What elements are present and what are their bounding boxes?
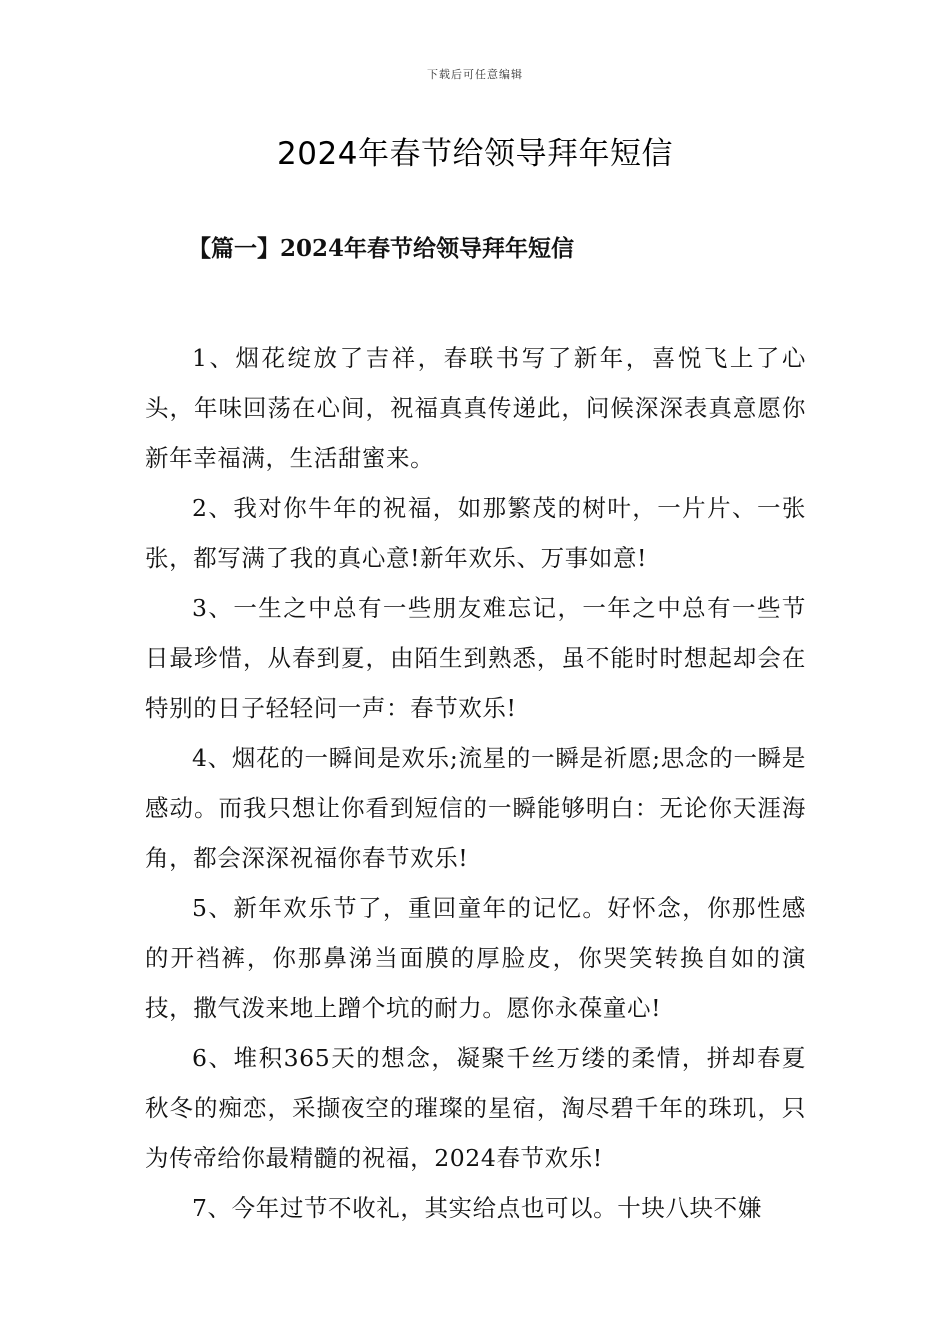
document-title: 2024年春节给领导拜年短信 [277,136,673,172]
paragraph: 2、我对你牛年的祝福，如那繁茂的树叶，一片片、一张张，都写满了我的真心意!新年欢乐、万事如意! [145,494,806,572]
header-note: 下载后可任意编辑 [427,68,523,81]
paragraph: 1、烟花绽放了吉祥，春联书写了新年，喜悦飞上了心头，年味回荡在心间，祝福真真传递此，问候深深表真意愿你新年幸福满，生活甜蜜来。 [145,344,806,472]
body-text [145,333,806,1233]
paragraph: 4、烟花的一瞬间是欢乐;流星的一瞬是祈愿;思念的一瞬是感动。而我只想让你看到短信的一瞬能够明白：无论你天涯海角，都会深深祝福你春节欢乐! [145,744,806,872]
section-heading: 【篇一】2024年春节给领导拜年短信 [188,235,575,262]
paragraph: 3、一生之中总有一些朋友难忘记，一年之中总有一些节日最珍惜，从春到夏，由陌生到熟悉，虽不能时时想起却会在特别的日子轻轻问一声：春节欢乐! [145,594,806,722]
paragraph: 6、堆积365天的想念，凝聚千丝万缕的柔情，拼却春夏秋冬的痴恋，采撷夜空的璀璨的星宿，淘尽碧千年的珠玑，只为传帝给你最精髓的祝福，2024春节欢乐! [145,1044,806,1172]
paragraph: 7、今年过节不收礼，其实给点也可以。十块八块不嫌 [192,1194,762,1222]
paragraph: 5、新年欢乐节了，重回童年的记忆。好怀念，你那性感的开裆裤，你那鼻涕当面膜的厚脸皮，你哭笑转换自如的演技，撒气泼来地上蹭个坑的耐力。愿你永葆童心! [145,894,806,1022]
